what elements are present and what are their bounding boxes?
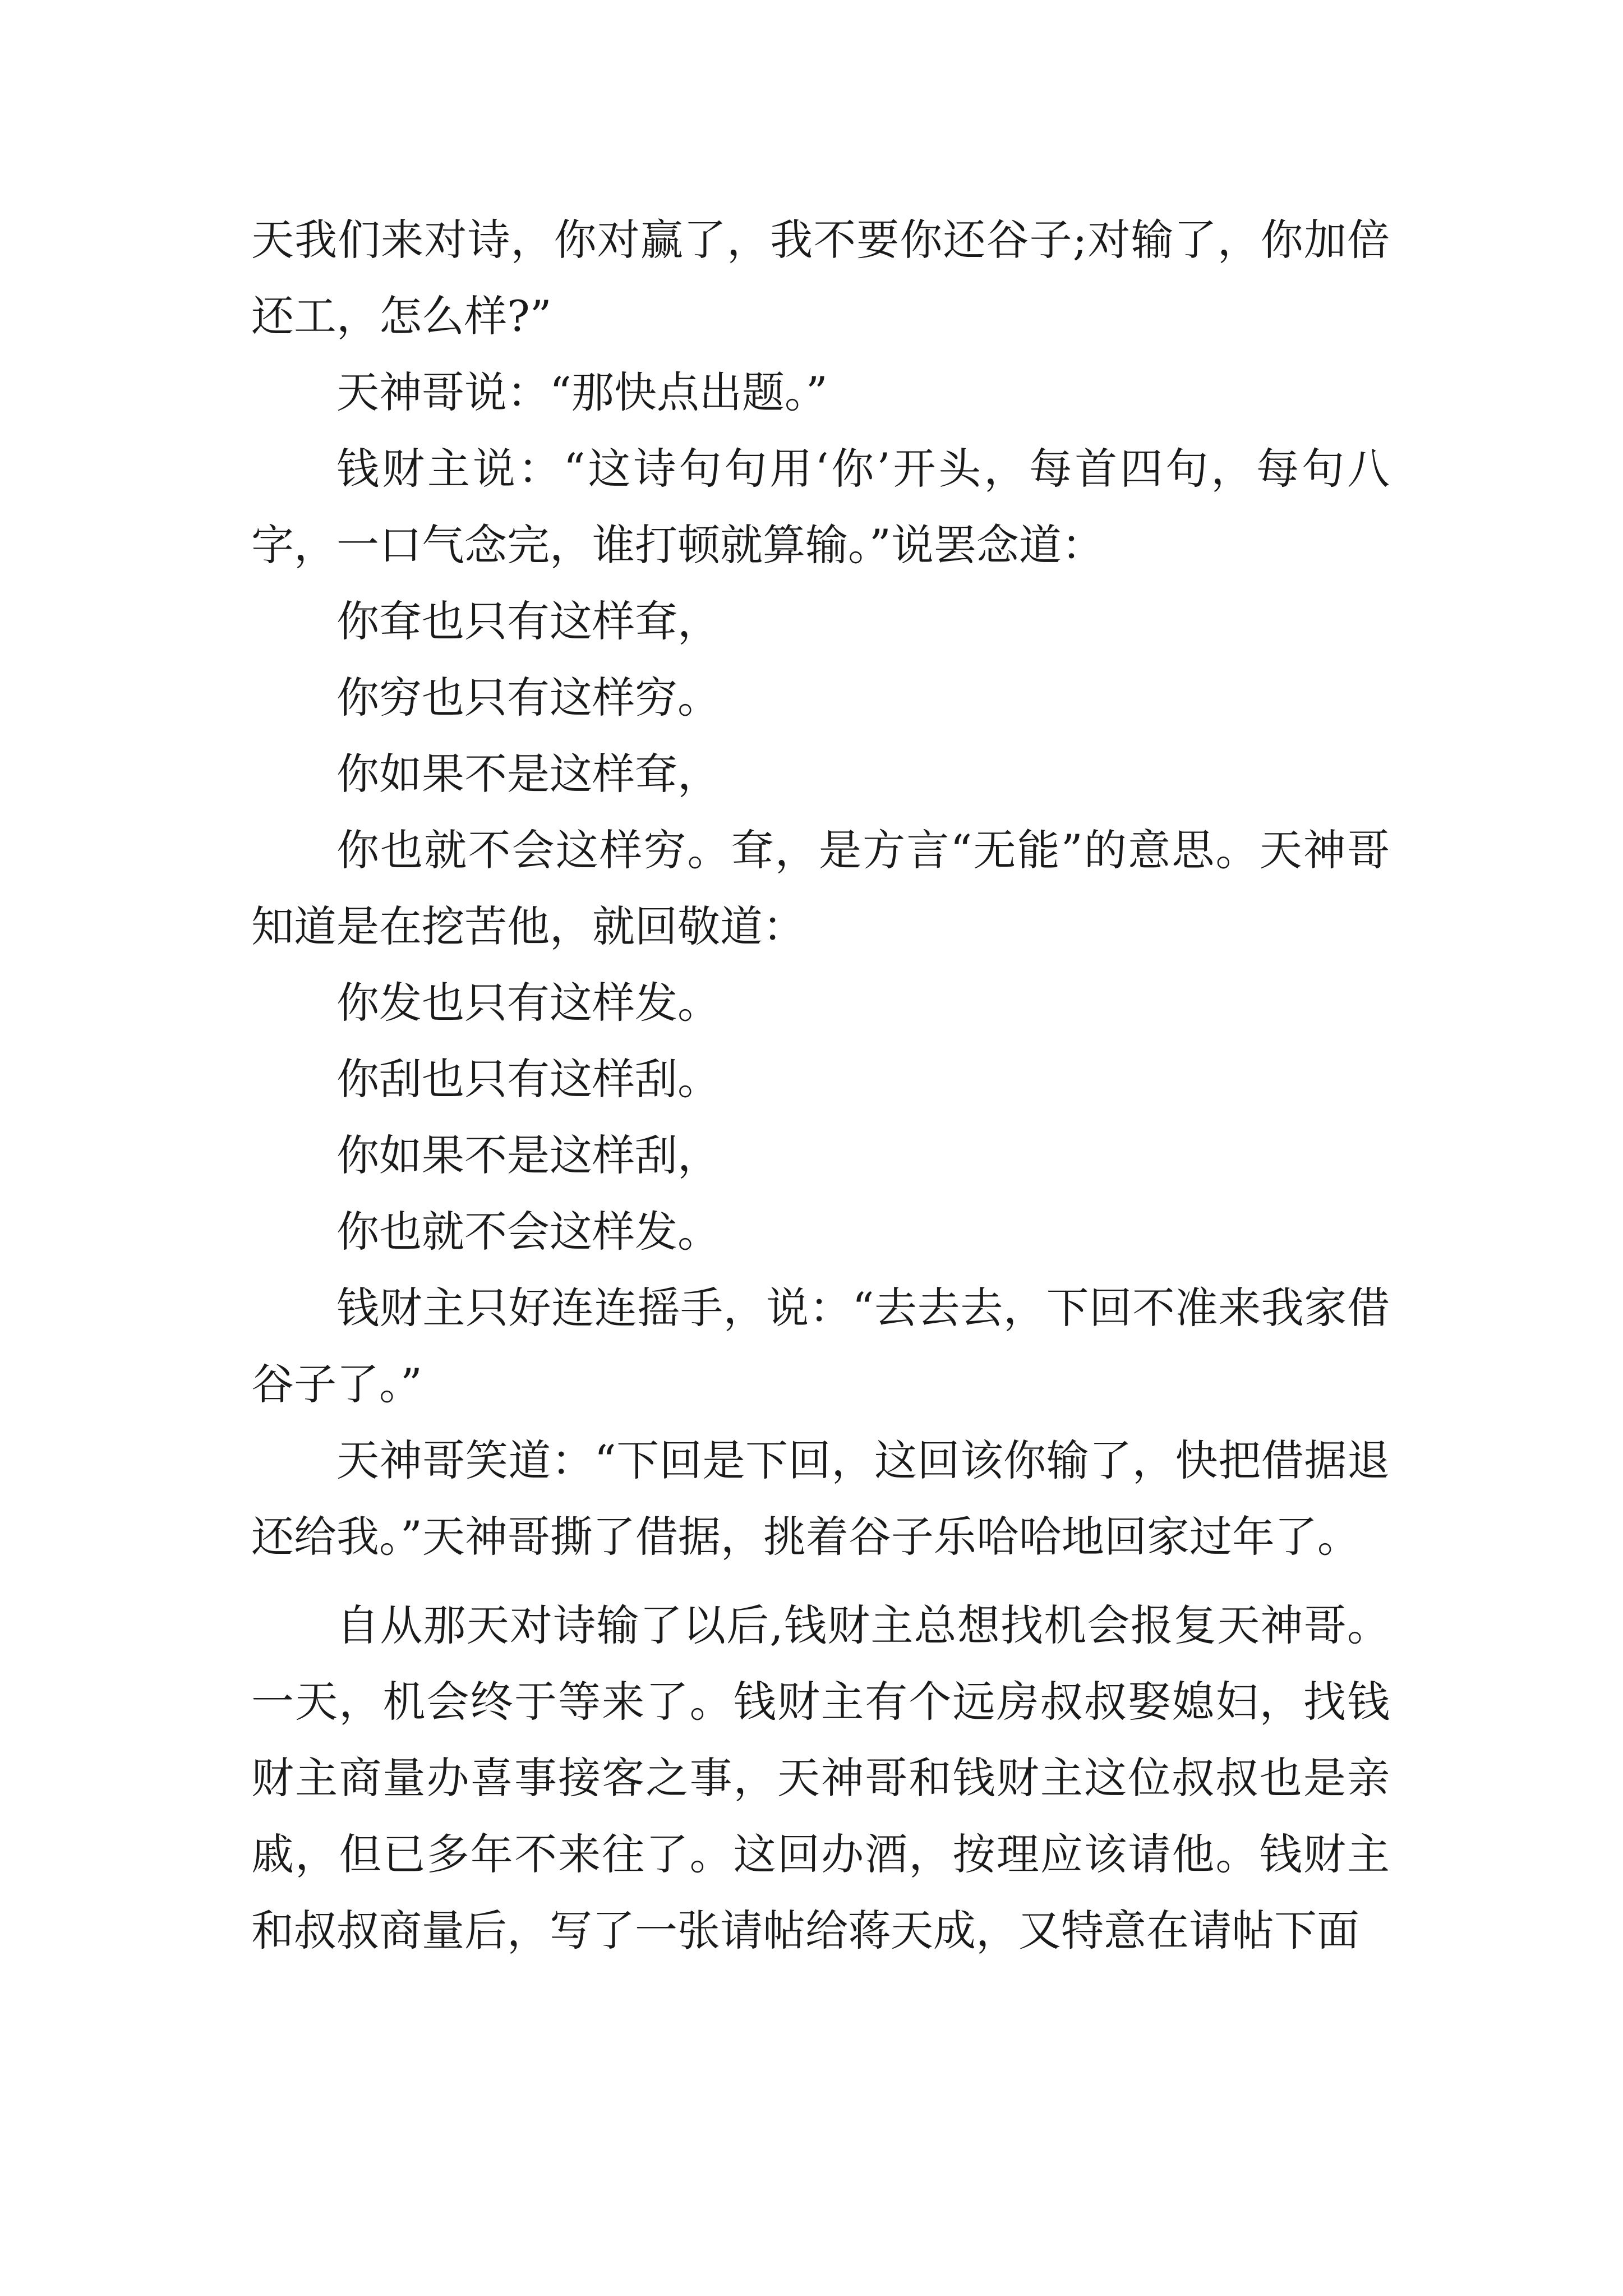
document-body xyxy=(251,202,1390,1969)
paragraph: 钱财主只好连连摇手，说：“去去去，下回不准来我家借谷子了。” xyxy=(251,1283,1390,1409)
paragraph: 自从那天对诗输了以后,钱财主总想找机会报复天神哥。一天，机会终于等来了。钱财主有个远房叔叔娶媳妇，找钱财主商量办喜事接客之事，天神哥和钱财主这位叔叔也是亲戚，但已多年不来往了。这回办酒，按理应该请他。钱财主和叔叔商量后，写了一张请帖给蒋天成，又特意在请帖下面 xyxy=(251,1600,1390,1955)
verse-line: 你发也只有这样发。 xyxy=(336,978,720,1028)
verse-line: 你如果不是这样刮， xyxy=(336,1130,720,1180)
verse-line: 你耷也只有这样耷， xyxy=(336,596,720,646)
paragraph: 钱财主说：“这诗句句用‘你’开头，每首四句，每句八字，一口气念完，谁打顿就算输。”说罢念道： xyxy=(251,444,1390,570)
paragraph: 天神哥笑道：“下回是下回，这回该你输了，快把借据退还给我。”天神哥撕了借据，挑着谷子乐哈哈地回家过年了。 xyxy=(251,1435,1390,1562)
verse-line: 你穷也只有这样穷。 xyxy=(336,673,720,723)
verse-line: 你刮也只有这样刮。 xyxy=(336,1054,720,1104)
paragraph: 天神哥说：“那快点出题。” xyxy=(336,367,828,417)
verse-line: 你也就不会这样发。 xyxy=(336,1207,720,1257)
paragraph: 你也就不会这样穷。耷，是方言“无能”的意思。天神哥知道是在挖苦他，就回敬道： xyxy=(251,825,1390,951)
paragraph-continuation: 天我们来对诗，你对赢了，我不要你还谷子;对输了，你加倍还工，怎么样?” xyxy=(251,215,1390,341)
verse-line: 你如果不是这样耷， xyxy=(336,749,720,799)
